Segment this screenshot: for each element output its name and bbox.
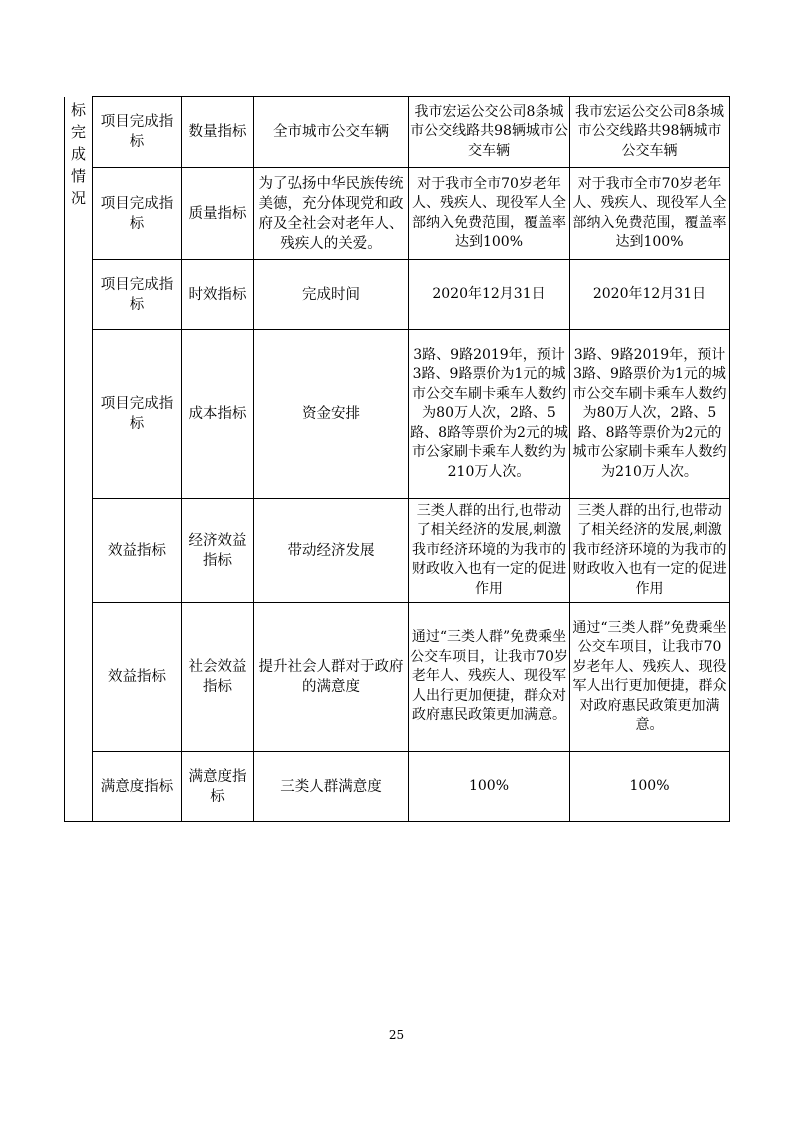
third-level-indicator: 为了弘扬中华民族传统美德，充分体现党和政府及全社会对老年人、残疾人的关爱。: [254, 168, 409, 260]
actual-value: 100%: [570, 752, 730, 822]
third-level-indicator: 完成时间: [254, 260, 409, 330]
second-level-indicator: 成本指标: [182, 330, 254, 499]
actual-value: 通过“三类人群”免费乘坐公交车项目，让我市70岁老年人、残疾人、现役军人出行更加便捷，群众对政府惠民政策更加满意。: [570, 603, 730, 752]
third-level-indicator: 带动经济发展: [254, 499, 409, 603]
first-level-indicator: 项目完成指标: [93, 168, 182, 260]
table-row: [65, 97, 730, 168]
actual-value: 三类人群的出行,也带动了相关经济的发展,刺激我市经济环境的为我市的财政收入也有一定的促进作用: [570, 499, 730, 603]
target-value: 100%: [409, 752, 570, 822]
second-level-indicator: 数量指标: [182, 97, 254, 168]
actual-value: 3路、9路2019年，预计3路、9路票价为1元的城市公交车刷卡乘车人数约为80万人次，2路、5路、8路等票价为2元的城市公家刷卡乘车人数约为210万人次。: [570, 330, 730, 499]
table-row: [65, 168, 730, 260]
first-level-indicator: 项目完成指标: [93, 97, 182, 168]
target-value: 我市宏运公交公司8条城市公交线路共98辆城市公交车辆: [409, 97, 570, 168]
performance-indicator-table: [64, 96, 730, 822]
second-level-indicator: 时效指标: [182, 260, 254, 330]
table-row: [65, 603, 730, 752]
target-value: 3路、9路2019年，预计3路、9路票价为1元的城市公交车刷卡乘车人数约为80万人次，2路、5路、8路等票价为2元的城市公家刷卡乘车人数约为210万人次。: [409, 330, 570, 499]
section-label: 标完成情况: [70, 100, 86, 207]
second-level-indicator: 质量指标: [182, 168, 254, 260]
actual-value: 2020年12月31日: [570, 260, 730, 330]
table-row: [65, 499, 730, 603]
first-level-indicator: 项目完成指标: [93, 260, 182, 330]
third-level-indicator: 全市城市公交车辆: [254, 97, 409, 168]
first-level-indicator: 满意度指标: [93, 752, 182, 822]
target-value: 2020年12月31日: [409, 260, 570, 330]
third-level-indicator: 提升社会人群对于政府的满意度: [254, 603, 409, 752]
target-value: 三类人群的出行,也带动了相关经济的发展,刺激我市经济环境的为我市的财政收入也有一定的促进作用: [409, 499, 570, 603]
first-level-indicator: 项目完成指标: [93, 330, 182, 499]
third-level-indicator: 三类人群满意度: [254, 752, 409, 822]
table-row: [65, 260, 730, 330]
target-value: 对于我市全市70岁老年人、残疾人、现役军人全部纳入免费范围，覆盖率达到100%: [409, 168, 570, 260]
actual-value: 我市宏运公交公司8条城市公交线路共98辆城市公交车辆: [570, 97, 730, 168]
second-level-indicator: 满意度指标: [182, 752, 254, 822]
table-row: [65, 752, 730, 822]
actual-value: 对于我市全市70岁老年人、残疾人、现役军人全部纳入免费范围，覆盖率达到100%: [570, 168, 730, 260]
second-level-indicator: 社会效益指标: [182, 603, 254, 752]
target-value: 通过“三类人群”免费乘坐公交车项目，让我市70岁老年人、残疾人、现役军人出行更加便捷，群众对政府惠民政策更加满意。: [409, 603, 570, 752]
first-level-indicator: 效益指标: [93, 603, 182, 752]
first-level-indicator: 效益指标: [93, 499, 182, 603]
third-level-indicator: 资金安排: [254, 330, 409, 499]
section-label-cell: [65, 97, 93, 822]
second-level-indicator: 经济效益指标: [182, 499, 254, 603]
page-number: 25: [388, 1028, 405, 1042]
table-row: [65, 330, 730, 499]
